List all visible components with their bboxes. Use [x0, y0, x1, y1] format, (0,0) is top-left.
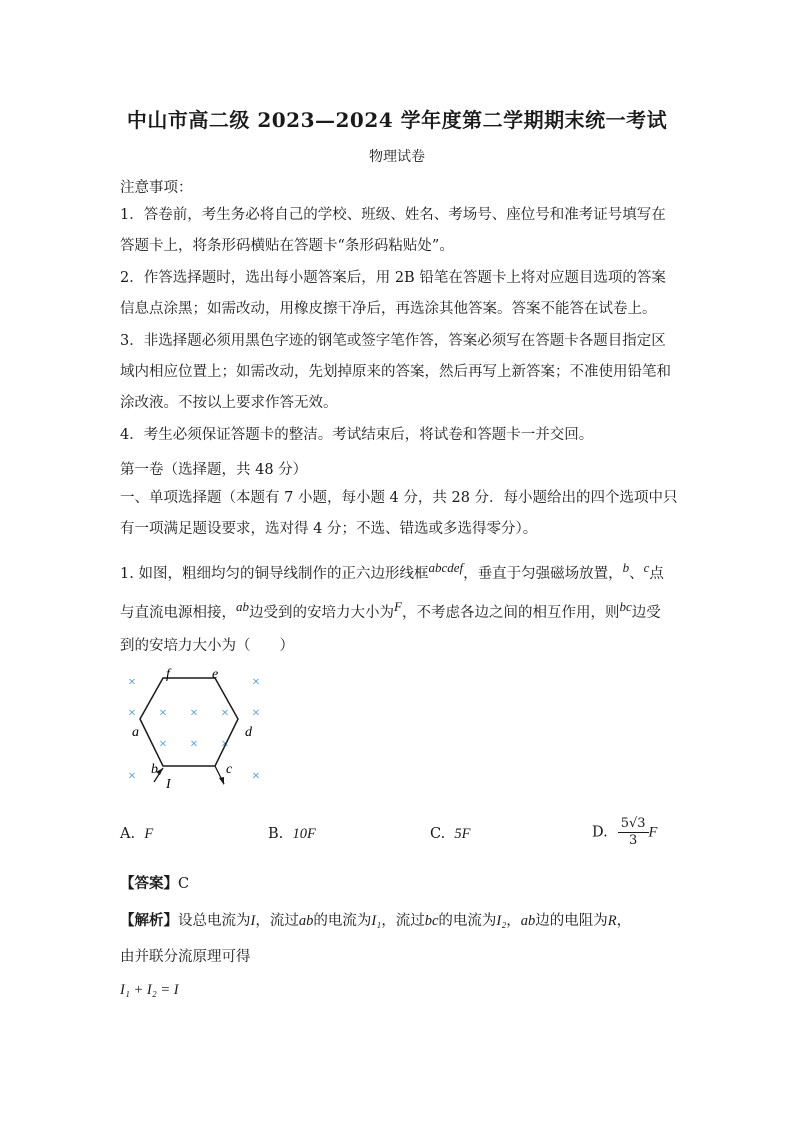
field-marker: × — [190, 706, 198, 721]
option-value: 5F — [454, 826, 471, 842]
question-1-line-1 — [120, 560, 664, 583]
analysis-text: 边的电阻为 — [535, 913, 608, 929]
q1-force-symbol: F — [394, 599, 402, 614]
analysis-line-2: 由并联分流原理可得 — [120, 949, 251, 965]
hexagon-figure — [118, 664, 278, 796]
option-letter: A. — [120, 826, 136, 842]
analysis-text: ，流过 — [255, 913, 299, 929]
option-value: F — [144, 826, 154, 842]
q1-text: 1. 如图，粗细均匀的铜导线制作的正六边形线框 — [120, 566, 429, 582]
symbol-ab: ab — [520, 913, 536, 929]
field-marker: × — [128, 706, 136, 721]
note-item-1: 1．答卷前，考生务必将自己的学校、班级、姓名、考场号、座位号和准考证号填写在答题卡上，将条形码横贴在答题卡“条形码粘贴处”。 — [120, 207, 666, 254]
part-heading: 第一卷（选择题，共 48 分） — [120, 462, 308, 478]
field-marker: × — [128, 769, 136, 784]
answer-label: 【答案】 — [120, 875, 178, 892]
analysis-text: 设总电流为 — [178, 913, 251, 929]
vertex-label-c: c — [226, 762, 233, 777]
q1-text: 点 — [649, 566, 664, 582]
q1-edge-ab: ab — [236, 599, 249, 614]
option-value: F — [648, 824, 658, 841]
option-d-fraction — [618, 816, 649, 849]
analysis-text: 的电流为 — [438, 913, 497, 929]
exam-title: 中山市高二级 2023—2024 学年度第二学期期末统一考试 — [126, 108, 668, 132]
exam-subtitle: 物理试卷 — [369, 149, 425, 165]
q1-edge-bc: bc — [619, 599, 632, 614]
option-letter: B. — [268, 826, 284, 842]
q1-text: ，垂直于匀强磁场放置， — [463, 566, 623, 582]
option-d[interactable] — [592, 816, 657, 849]
field-marker: × — [252, 706, 260, 721]
analysis-text: 的电流为 — [313, 913, 372, 929]
question-1-line-3: 到的安培力大小为（ ） — [120, 638, 294, 654]
q1-text: ，不考虑各边之间的相互作用，则 — [401, 605, 620, 621]
note-item-3: 3．非选择题必须用黑色字迹的钢笔或签字笔作答，答案必须写在答题卡各题目指定区域内相应位置上；如需改动，先划掉原来的答案，然后再写上新答案；不准使用铅笔和涂改液。不按以上要求作答无效。 — [120, 333, 671, 411]
answer-value: C — [178, 876, 190, 892]
symbol-R: R — [607, 913, 617, 929]
option-value: 10F — [292, 826, 316, 842]
field-marker: × — [252, 675, 260, 690]
field-marker: × — [252, 769, 260, 784]
option-c[interactable] — [430, 826, 471, 843]
question-1-line-2 — [120, 599, 661, 622]
symbol-bc: bc — [424, 913, 439, 929]
symbol-ab: ab — [298, 913, 314, 929]
field-marker: × — [221, 737, 229, 752]
notes-heading: 注意事项： — [120, 180, 193, 196]
option-letter: D. — [592, 824, 608, 841]
vertex-label-e: e — [212, 667, 219, 682]
q1-text: 与直流电源相接， — [120, 605, 236, 621]
vertex-label-f: f — [166, 667, 170, 682]
analysis-label: 【解析】 — [120, 912, 178, 929]
vertex-label-b: b — [151, 762, 158, 777]
q1-text: 边受 — [631, 605, 661, 621]
vertex-label-d: d — [245, 725, 252, 740]
field-marker: × — [159, 706, 167, 721]
analysis-text: ， — [616, 913, 632, 929]
option-b[interactable] — [268, 826, 316, 843]
current-arrow — [219, 777, 224, 785]
field-marker: × — [128, 675, 136, 690]
analysis-text: ， — [506, 913, 521, 929]
field-marker: × — [190, 737, 198, 752]
q1-point-c: c — [643, 560, 650, 575]
option-a[interactable] — [120, 826, 153, 843]
q1-frame-label: abcdef — [428, 560, 464, 575]
vertex-label-a: a — [132, 725, 139, 740]
symbol-I: I — [250, 913, 256, 929]
section-instructions: 一、单项选择题（本题有 7 小题，每小题 4 分，共 28 分．每小题给出的四个选项中只有一项满足题设要求，选对得 4 分；不选、错选或多选得零分）。 — [120, 490, 678, 537]
analysis-equation: I₁ + I₂ = I — [120, 982, 179, 998]
magnetic-field-markers — [128, 675, 260, 784]
fraction-numerator: 5√3 — [618, 816, 649, 833]
current-label: I — [166, 777, 171, 792]
answer-line — [120, 872, 189, 893]
q1-point-b: b — [622, 560, 630, 575]
analysis-text: ，流过 — [381, 913, 425, 929]
q1-separator: 、 — [629, 566, 644, 582]
field-marker: × — [159, 737, 167, 752]
symbol-I1: I₁ — [371, 913, 382, 929]
note-item-4: 4．考生必须保证答题卡的整洁。考试结束后，将试卷和答题卡一并交回。 — [120, 427, 594, 443]
option-letter: C. — [430, 826, 446, 842]
q1-text: 边受到的安培力大小为 — [249, 605, 394, 621]
note-item-2: 2．作答选择题时，选出每小题答案后，用 2B 铅笔在答题卡上将对应题目选项的答案信息点涂黑；如需改动，用橡皮擦干净后，再选涂其他答案。答案不能答在试卷上。 — [120, 270, 666, 317]
hexagon-frame — [140, 678, 238, 766]
fraction-denominator: 3 — [628, 833, 638, 848]
symbol-I2: I₂ — [496, 913, 507, 929]
field-marker: × — [221, 706, 229, 721]
analysis-line-1 — [120, 909, 631, 930]
